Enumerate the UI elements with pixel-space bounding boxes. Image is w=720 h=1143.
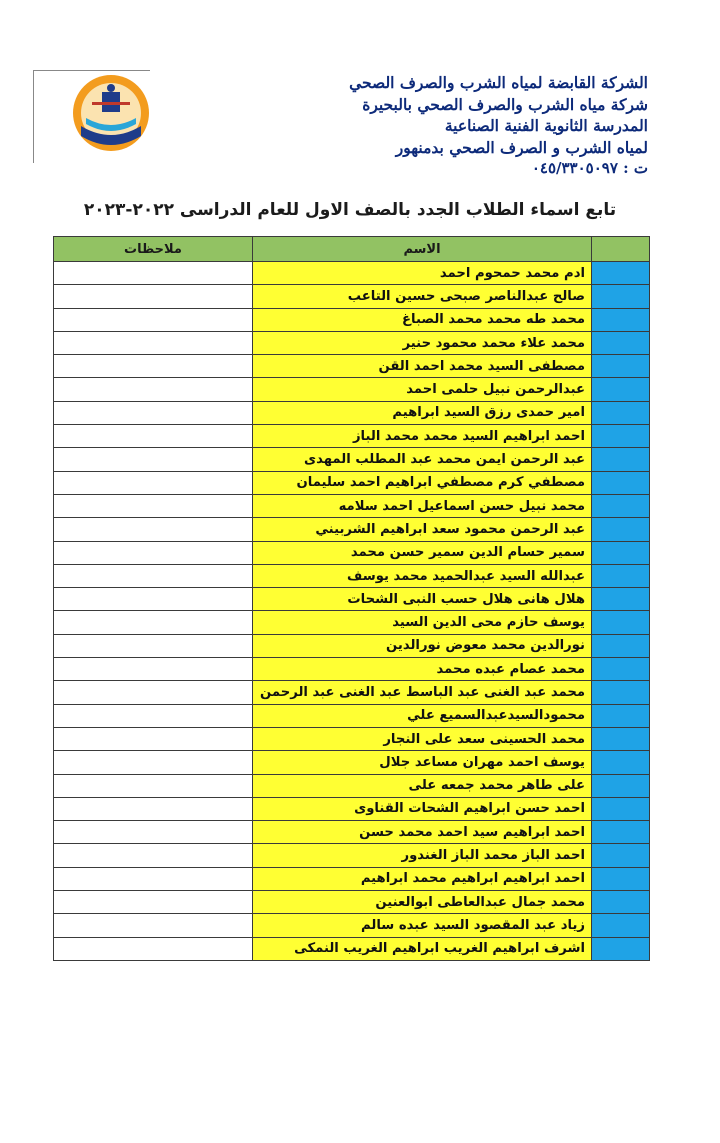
notes-cell: [54, 308, 253, 331]
row-number-cell: [592, 611, 650, 634]
student-name-cell: محمد نبيل حسن اسماعيل احمد سلامه: [253, 494, 592, 517]
table-row: [54, 518, 650, 541]
notes-cell: [54, 448, 253, 471]
table-row: [54, 891, 650, 914]
row-number-cell: [592, 681, 650, 704]
header-line-1: الشركة القابضة لمياه الشرب والصرف الصحي: [349, 73, 648, 92]
row-number-cell: [592, 285, 650, 308]
notes-cell: [54, 588, 253, 611]
student-name-cell: محمد طه محمد محمد الصباغ: [253, 308, 592, 331]
table-row: [54, 448, 650, 471]
table-row: [54, 914, 650, 937]
row-number-cell: [592, 914, 650, 937]
table-row: [54, 727, 650, 750]
student-name-cell: نورالدين محمد معوض نورالدين: [253, 634, 592, 657]
notes-cell: [54, 797, 253, 820]
table-row: [54, 844, 650, 867]
table-row: [54, 285, 650, 308]
notes-cell: [54, 681, 253, 704]
row-number-cell: [592, 727, 650, 750]
table-row: [54, 378, 650, 401]
row-number-cell: [592, 634, 650, 657]
row-number-cell: [592, 797, 650, 820]
notes-cell: [54, 634, 253, 657]
student-name-cell: احمد ابراهيم السيد محمد محمد الباز: [253, 425, 592, 448]
row-number-cell: [592, 844, 650, 867]
student-name-cell: محمد علاء محمد محمود حنير: [253, 331, 592, 354]
student-name-cell: على طاهر محمد جمعه على: [253, 774, 592, 797]
row-number-cell: [592, 541, 650, 564]
student-name-cell: زياد عبد المقصود السيد عبده سالم: [253, 914, 592, 937]
notes-cell: [54, 751, 253, 774]
notes-cell: [54, 378, 253, 401]
student-name-cell: صالح عبدالناصر صبحى حسين التاعب: [253, 285, 592, 308]
table-row: [54, 797, 650, 820]
student-name-cell: احمد حسن ابراهيم الشحات القناوى: [253, 797, 592, 820]
table-row: [54, 658, 650, 681]
table-row: [54, 564, 650, 587]
table-row: [54, 494, 650, 517]
notes-cell: [54, 518, 253, 541]
school-seal-logo-icon: [72, 74, 150, 152]
table-row: [54, 331, 650, 354]
header-line-4: لمياه الشرب و الصرف الصحي بدمنهور: [395, 137, 648, 157]
table-row: [54, 681, 650, 704]
student-name-cell: احمد ابراهيم ابراهيم محمد ابراهيم: [253, 867, 592, 890]
notes-cell: [54, 425, 253, 448]
table-row: [54, 937, 650, 960]
notes-cell: [54, 471, 253, 494]
student-name-cell: اشرف ابراهيم الغريب ابراهيم الغريب النمكى: [253, 937, 592, 960]
table-row: [54, 867, 650, 890]
header-line-3: المدرسة الثانوية الفنية الصناعية: [444, 116, 648, 135]
row-number-cell: [592, 262, 650, 285]
notes-cell: [54, 564, 253, 587]
notes-cell: [54, 541, 253, 564]
student-name-cell: عبد الرحمن محمود سعد ابراهيم الشربيني: [253, 518, 592, 541]
row-number-cell: [592, 588, 650, 611]
notes-cell: [54, 867, 253, 890]
table-row: [54, 751, 650, 774]
notes-cell: [54, 355, 253, 378]
table-row: [54, 355, 650, 378]
roster-body: [54, 262, 650, 961]
table-row: [54, 588, 650, 611]
row-number-cell: [592, 308, 650, 331]
row-number-cell: [592, 448, 650, 471]
row-number-cell: [592, 937, 650, 960]
notes-cell: [54, 727, 253, 750]
row-number-cell: [592, 494, 650, 517]
row-number-cell: [592, 821, 650, 844]
row-number-cell: [592, 704, 650, 727]
number-column-header: [592, 237, 650, 262]
row-number-cell: [592, 471, 650, 494]
row-number-cell: [592, 774, 650, 797]
table-row: [54, 704, 650, 727]
table-row: [54, 308, 650, 331]
student-name-cell: يوسف احمد مهران مساعد جلال: [253, 751, 592, 774]
notes-cell: [54, 285, 253, 308]
notes-cell: [54, 844, 253, 867]
student-name-cell: عبد الرحمن ايمن محمد عبد المطلب المهدى: [253, 448, 592, 471]
notes-cell: [54, 494, 253, 517]
row-number-cell: [592, 518, 650, 541]
name-column-header: الاسم: [253, 237, 592, 262]
notes-cell: [54, 331, 253, 354]
notes-cell: [54, 891, 253, 914]
student-name-cell: محمودالسيدعبدالسميع علي: [253, 704, 592, 727]
student-name-cell: محمد جمال عبدالعاطى ابوالعنين: [253, 891, 592, 914]
notes-cell: [54, 774, 253, 797]
table-row: [54, 541, 650, 564]
header-phone: ت : ٠٤٥/٣٣٠٥٠٩٧: [531, 159, 648, 177]
student-roster-table: [53, 236, 650, 961]
row-number-cell: [592, 564, 650, 587]
student-name-cell: احمد الباز محمد الباز الغندور: [253, 844, 592, 867]
row-number-cell: [592, 751, 650, 774]
table-row: [54, 821, 650, 844]
table-row: [54, 425, 650, 448]
student-name-cell: مصطفي كرم مصطفي ابراهيم احمد سليمان: [253, 471, 592, 494]
student-name-cell: سمير حسام الدين سمير حسن محمد: [253, 541, 592, 564]
organization-header: [330, 72, 648, 180]
table-row: [54, 634, 650, 657]
table-row: [54, 611, 650, 634]
notes-cell: [54, 262, 253, 285]
notes-cell: [54, 821, 253, 844]
table-header-row: [54, 237, 650, 262]
notes-column-header: ملاحظات: [54, 237, 253, 262]
student-name-cell: امير حمدى رزق السيد ابراهيم: [253, 401, 592, 424]
student-name-cell: مصطفى السيد محمد احمد القن: [253, 355, 592, 378]
notes-cell: [54, 937, 253, 960]
notes-cell: [54, 611, 253, 634]
student-name-cell: احمد ابراهيم سيد احمد محمد حسن: [253, 821, 592, 844]
student-name-cell: محمد عصام عبده محمد: [253, 658, 592, 681]
student-name-cell: محمد عبد الغنى عبد الباسط عبد الغنى عبد الرحمن: [253, 681, 592, 704]
student-name-cell: هلال هانى هلال حسب النبى الشحات: [253, 588, 592, 611]
row-number-cell: [592, 401, 650, 424]
row-number-cell: [592, 867, 650, 890]
row-number-cell: [592, 331, 650, 354]
row-number-cell: [592, 355, 650, 378]
row-number-cell: [592, 891, 650, 914]
table-row: [54, 774, 650, 797]
student-name-cell: محمد الحسينى سعد على النجار: [253, 727, 592, 750]
student-name-cell: عبدالله السيد عبدالحميد محمد يوسف: [253, 564, 592, 587]
row-number-cell: [592, 425, 650, 448]
notes-cell: [54, 658, 253, 681]
student-name-cell: يوسف حازم محى الدين السيد: [253, 611, 592, 634]
notes-cell: [54, 704, 253, 727]
student-name-cell: ادم محمد حمحوم احمد: [253, 262, 592, 285]
table-row: [54, 401, 650, 424]
notes-cell: [54, 914, 253, 937]
table-row: [54, 471, 650, 494]
row-number-cell: [592, 378, 650, 401]
row-number-cell: [592, 658, 650, 681]
student-name-cell: عبدالرحمن نبيل حلمى احمد: [253, 378, 592, 401]
header-line-2: شركة مياه الشرب والصرف الصحي بالبحيرة: [362, 94, 648, 114]
document-title: تابع اسماء الطلاب الجدد بالصف الاول للعام الدراسى ٢٠٢٢-٢٠٢٣: [83, 200, 617, 220]
table-row: [54, 262, 650, 285]
notes-cell: [54, 401, 253, 424]
